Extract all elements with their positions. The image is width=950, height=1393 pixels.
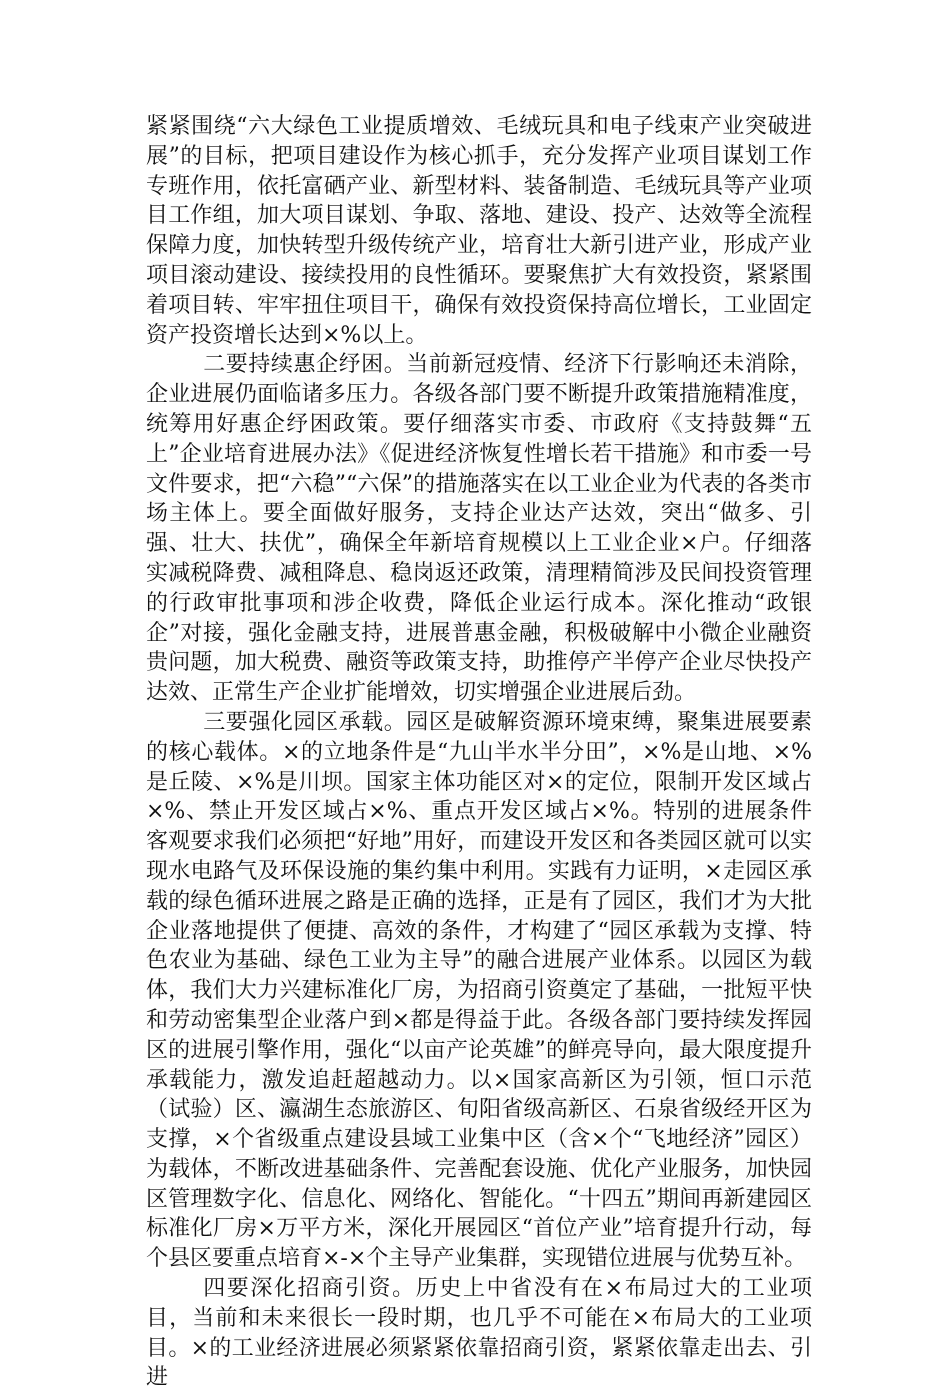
document-body [146, 112, 812, 1393]
paragraph-3-park-capacity: 三要强化园区承载。园区是破解资源环境束缚，聚集进展要素的核心载体。×的立地条件是“九山半水半分田”，×%是山地、×%是丘陵、×%是川坝。国家主体功能区对×的定位，限制开发区域占×%、禁止开发区域占×%、重点开发区域占×%。特别的进展条件客观要求我们必须把“好地”用好，而建设开发区和各类园区就可以实现水电路气及环保设施的集约集中利用。实践有力证明，×走园区承载的绿色循环进展之路是正确的选择，正是有了园区，我们才为大批企业落地提供了便捷、高效的条件，才构建了“园区承载为支撑、特色农业为基础、绿色工业为主导”的融合进展产业体系。以园区为载体，我们大力兴建标准化厂房，为招商引资奠定了基础，一批短平快和劳动密集型企业落户到×都是得益于此。各级各部门要持续发挥园区的进展引擎作用，强化“以亩产论英雄”的鲜亮导向，最大限度提升承载能力，激发追赶超越动力。以×国家高新区为引领，恒口示范（试验）区、瀛湖生态旅游区、旬阳省级高新区、石泉省级经开区为支撑，×个省级重点建设县域工业集中区（含×个“飞地经济”园区）为载体，不断改进基础条件、完善配套设施、优化产业服务，加快园区管理数字化、信息化、网络化、智能化。“十四五”期间再新建园区标准化厂房×万平方米，深化开展园区“首位产业”培育提升行动，每个县区要重点培育×-×个主导产业集群，实现错位进展与优势互补。 [146, 709, 812, 1272]
paragraph-1-continued: 紧紧围绕“六大绿色工业提质增效、毛绒玩具和电子线束产业突破进展”的目标，把项目建设作为核心抓手，充分发挥产业项目谋划工作专班作用，依托富硒产业、新型材料、装备制造、毛绒玩具等产业项目工作组，加大项目谋划、争取、落地、建设、投产、达效等全流程保障力度，加快转型升级传统产业，培育壮大新引进产业，形成产业项目滚动建设、接续投用的良性循环。要聚焦扩大有效投资，紧紧围着项目转、牢牢扭住项目干，确保有效投资保持高位增长，工业固定资产投资增长达到×%以上。 [146, 114, 812, 348]
paragraph-2-benefit-enterprises: 二要持续惠企纾困。当前新冠疫情、经济下行影响还未消除，企业进展仍面临诸多压力。各级各部门要不断提升政策措施精准度，统筹用好惠企纾困政策。要仔细落实市委、市政府《支持鼓舞“五上”企业培育进展办法》《促进经济恢复性增长若干措施》和市委一号文件要求，把“六稳”“六保”的措施落实在以工业企业为代表的各类市场主体上。要全面做好服务，支持企业达产达效，突出“做多、引强、壮大、扶优”，确保全年新培育规模以上工业企业×户。仔细落实减税降费、减租降息、稳岗返还政策，清理精简涉及民间投资管理的行政审批事项和涉企收费，降低企业运行成本。深化推动“政银企”对接，强化金融支持，进展普惠金融，积极破解中小微企业融资贵问题，加大税费、融资等政策支持，助推停产半停产企业尽快投产达效、正常生产企业扩能增效，切实增强企业进展后劲。 [146, 352, 812, 706]
paragraph-4-investment-attraction: 四要深化招商引资。历史上中省没有在×布局过大的工业项目，当前和未来很长一段时期，也几乎不可能在×布局大的工业项目。×的工业经济进展必须紧紧依靠招商引资，紧紧依靠走出去、引进 [146, 1276, 812, 1391]
